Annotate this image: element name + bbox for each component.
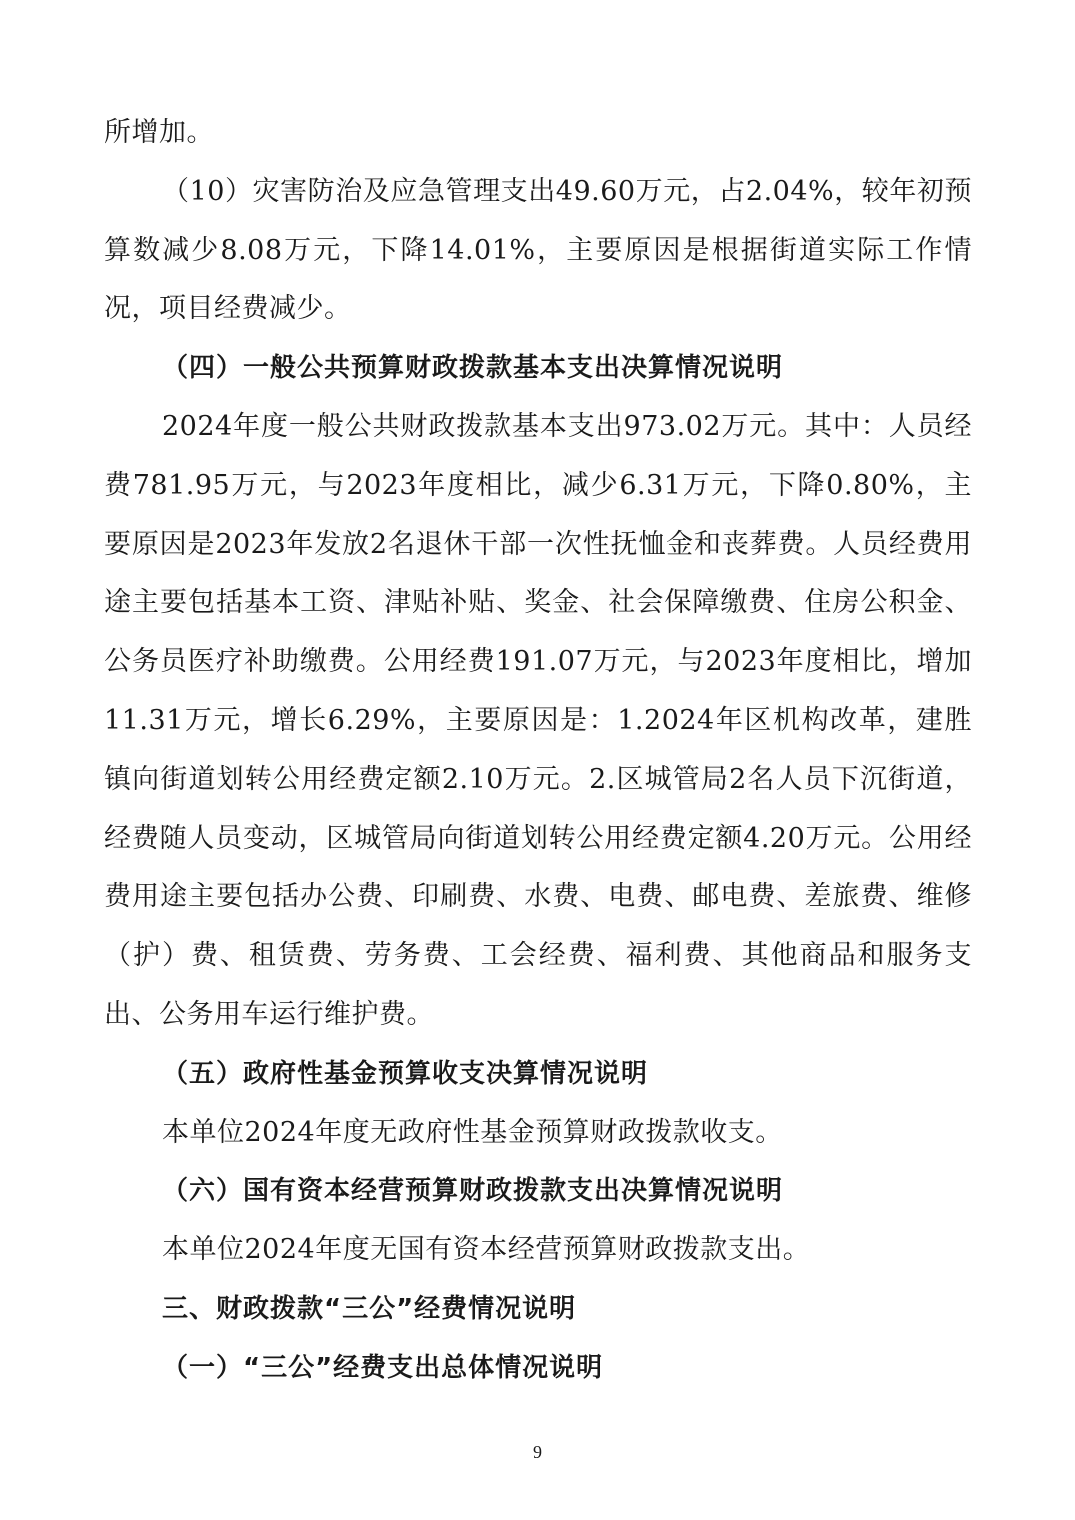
section-heading-three-public: 三、财政拨款“三公”经费情况说明 (162, 1293, 577, 1324)
paragraph-state-capital: 本单位2024年度无国有资本经营预算财政拨款支出。 (162, 1234, 811, 1266)
paragraph-disaster-prevention: （10）灾害防治及应急管理支出49.60万元，占2.04%，较年初预算数减少8.08万元，下降14.01%，主要原因是根据街道实际工作情况，项目经费减少。 (104, 175, 972, 325)
heading-basic-expenditure: （四）一般公共预算财政拨款基本支出决算情况说明 (162, 353, 784, 384)
paragraph-basic-expenditure: 2024年度一般公共财政拨款基本支出973.02万元。其中：人员经费781.95万元，与2023年度相比，减少6.31万元，下降0.80%，主要原因是2023年发放2名退休干部一次性抚恤金和丧葬费。人员经费用途主要包括基本工资、津贴补贴、奖金、社会保障缴费、住房公积金、公务员医疗补助缴费。公用经费191.07万元，与2023年度相比，增加11.31万元，增长6.29%，主要原因是：1.2024年区机构改革，建胜镇向街道划转公用经费定额2.10万元。2.区城管局2名人员下沉街道，经费随人员变动，区城管局向街道划转公用经费定额4.20万元。公用经费用途主要包括办公费、印刷费、水费、电费、邮电费、差旅费、维修（护）费、租赁费、劳务费、工会经费、福利费、其他商品和服务支出、公务用车运行维护费。 (104, 410, 972, 1030)
heading-government-fund: （五）政府性基金预算收支决算情况说明 (162, 1058, 649, 1089)
paragraph-government-fund: 本单位2024年度无政府性基金预算财政拨款收支。 (162, 1116, 783, 1148)
heading-state-capital: （六）国有资本经营预算财政拨款支出决算情况说明 (162, 1176, 784, 1207)
heading-three-public-overall: （一）“三公”经费支出总体情况说明 (162, 1352, 604, 1383)
page-body (104, 104, 972, 1398)
paragraph-continuation: 所增加。 (104, 117, 214, 148)
page-number: 9 (533, 1442, 542, 1462)
